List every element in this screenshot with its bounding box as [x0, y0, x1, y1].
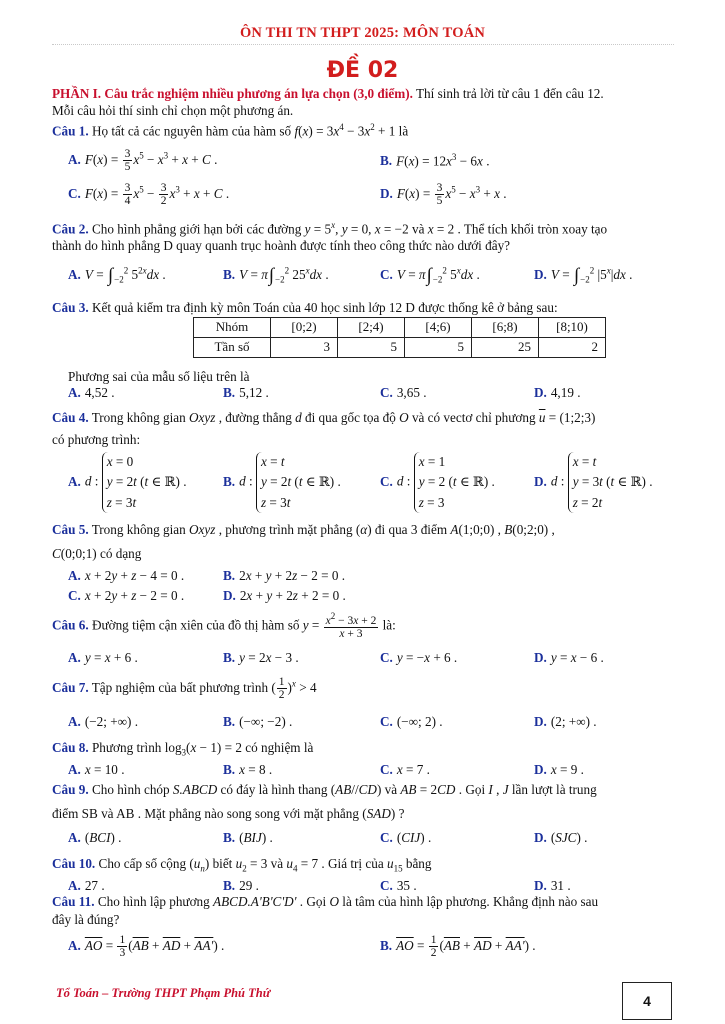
count-cell: 3 — [271, 338, 338, 358]
question-3 — [52, 300, 676, 317]
q2-option-b[interactable]: B. $V = \pi\int_{-2}^2$ 25$^x$dx . — [223, 265, 329, 286]
question-10: Câu 10. Cho cấp số cộng $(u_n)$ biết $u_2 = 3$ và $u_4 = 7$ . Giá trị của $u_{15}$ bằng — [52, 856, 432, 874]
q3-option-b[interactable]: B. 5,12 . — [223, 385, 269, 400]
q10-option-a[interactable]: A. 27 . — [68, 878, 105, 893]
frequency-table — [193, 317, 606, 358]
q4-text: Trong không gian — [88, 410, 186, 425]
count-cell: 5 — [338, 338, 405, 358]
question-2: Câu 2. Cho hình phẳng giới hạn bởi các đường $y = 5^x$, y = 0, x = −2 và x = 2 . Thể tích khối tròn xoay tạo — [52, 220, 608, 237]
q8-option-c[interactable]: C. x = 7 . — [380, 762, 430, 777]
q10-option-b[interactable]: B. 29 . — [223, 878, 259, 893]
q3-label: Câu 3. — [52, 300, 89, 315]
q6-option-a[interactable]: A. y = x + 6 . — [68, 650, 138, 665]
q2-line2: thành do hình phẳng D quay quanh trục hoành được tính theo công thức nào dưới đây? — [52, 238, 511, 253]
q10-option-d[interactable]: D. 31 . — [534, 878, 571, 893]
q1-label: Câu 1. — [52, 123, 89, 139]
q11-option-a[interactable]: A. $\overline{AO}$ = $\frac{1}{3}$ $(\overline{AB} + \overline{AD} + AA')$ . — [68, 934, 225, 960]
q8-text: Phương trình — [88, 740, 162, 755]
q5-option-d[interactable]: D. 2x + y + 2z + 2 = 0 . — [223, 588, 346, 603]
q9-option-b[interactable]: B. (BIJ) . — [223, 830, 273, 845]
q6-text: Đường tiệm cận xiên của đồ thị hàm số — [88, 617, 300, 633]
group-cell: [2;4) — [338, 318, 405, 338]
q4-option-b[interactable]: B. d : x = t y = 2t (t ∈ ℝ) . z = 3t — [223, 452, 341, 513]
table-count-header: Tần số — [194, 338, 271, 358]
q1-option-a[interactable]: A. F(x) = $\frac{3}{5}$ $x^5 - x^3 + x + C$ . — [68, 148, 218, 174]
q5-text: Trong không gian — [88, 522, 186, 537]
q1-option-c[interactable]: C. F(x) = $\frac{3}{4}$ $x^5$ − $\frac{3}{2}$ $x^3 + x + C$ . — [68, 182, 230, 208]
count-cell: 5 — [405, 338, 472, 358]
q5-option-b[interactable]: B. 2x + y + 2z − 2 = 0 . — [223, 568, 346, 583]
q4-option-a[interactable]: A. d : x = 0 y = 2t (t ∈ ℝ) . z = 3t — [68, 452, 187, 513]
q9-option-a[interactable]: A. (BCI) . — [68, 830, 122, 845]
q6-option-c[interactable]: C. y = −x + 6 . — [380, 650, 458, 665]
count-cell: 25 — [472, 338, 539, 358]
q7-option-d[interactable]: D. (2; +∞) . — [534, 714, 597, 729]
q7-text: Tập nghiệm của bất phương trình — [88, 679, 269, 695]
question-11: Câu 11. Cho hình lập phương ABCD.A'B'C'D' . Gọi O là tâm của hình lập phương. Khẳng định nào sau — [52, 894, 599, 909]
page-number: 4 — [622, 982, 672, 1020]
question-7: Câu 7. Tập nghiệm của bất phương trình ( $\frac{1}{2}$ )$^x$ > 4 — [52, 676, 317, 702]
question-1: Câu 1. Họ tất cả các nguyên hàm của hàm số $f(x) = 3x^4 - 3x^2 + 1$ là — [52, 122, 409, 139]
count-cell: 2 — [539, 338, 606, 358]
q8-label: Câu 8. — [52, 740, 89, 755]
q10-text: Cho cấp số cộng — [95, 856, 187, 871]
q1-text: Họ tất cả các nguyên hàm của hàm số — [88, 123, 292, 139]
part1-instructions — [52, 86, 676, 120]
q5-option-a[interactable]: A. x + 2y + z − 4 = 0 . — [68, 568, 185, 583]
q5-line2: C(0;0;1) có dạng — [52, 546, 142, 561]
q8-option-d[interactable]: D. x = 9 . — [534, 762, 584, 777]
q11-line2: đây là đúng? — [52, 912, 120, 927]
table-row — [194, 338, 606, 358]
part1-line2: Mỗi câu hỏi thí sinh chỉ chọn một phương án. — [52, 102, 294, 118]
group-cell: [8;10) — [539, 318, 606, 338]
q1-option-b[interactable]: B. $F(x) = 12x^3 - 6x$ . — [380, 152, 490, 169]
q5-label: Câu 5. — [52, 522, 89, 537]
q7-option-c[interactable]: C. (−∞; 2) . — [380, 714, 443, 729]
q3-question: Phương sai của mẫu số liệu trên là — [68, 369, 250, 384]
q4-option-c[interactable]: C. d : x = 1 y = 2 (t ∈ ℝ) . z = 3 — [380, 452, 495, 513]
q5-option-c[interactable]: C. x + 2y + z − 2 = 0 . — [68, 588, 185, 603]
q9-option-d[interactable]: D. (SJC) . — [534, 830, 588, 845]
question-6: Câu 6. Đường tiệm cận xiên của đồ thị hàm số y = $\frac{x^2 - 3x + 2}{x + 3}$ là: — [52, 611, 396, 640]
q8-option-a[interactable]: A. x = 10 . — [68, 762, 125, 777]
table-row-header: Nhóm — [194, 318, 271, 338]
q9-line2: điểm SB và AB . Mặt phẳng nào song song với mặt phẳng (SAD) ? — [52, 806, 405, 821]
q7-option-b[interactable]: B. (−∞; −2) . — [223, 714, 293, 729]
q2-option-d[interactable]: D. $V = \int_{-2}^2$ |5$^x$|dx . — [534, 265, 633, 286]
question-9: Câu 9. Cho hình chóp S.ABCD có đáy là hình thang (AB//CD) và AB = 2CD . Gọi I , J lần lượt là trung — [52, 782, 597, 797]
q9-label: Câu 9. — [52, 782, 89, 797]
q8-option-b[interactable]: B. x = 8 . — [223, 762, 273, 777]
header-divider — [52, 44, 674, 45]
footer-school: Tổ Toán – Trường THPT Phạm Phú Thứ — [56, 986, 271, 1000]
q2-option-a[interactable]: A. $V = \int_{-2}^2$ $5^{2x}dx$ . — [68, 265, 166, 286]
table-row — [194, 318, 606, 338]
q2-text: Cho hình phẳng giới hạn bởi các đường — [88, 221, 302, 237]
q3-text: Kết quả kiểm tra định kỳ môn Toán của 40 học sinh lớp 12 D được thống kê ở bảng sau: — [88, 300, 558, 315]
q7-option-a[interactable]: A. (−2; +∞) . — [68, 714, 139, 729]
q3-option-d[interactable]: D. 4,19 . — [534, 385, 581, 400]
q4-option-d[interactable]: D. d : x = t y = 3t (t ∈ ℝ) . z = 2t — [534, 452, 653, 513]
q10-label: Câu 10. — [52, 856, 96, 871]
q3-option-c[interactable]: C. 3,65 . — [380, 385, 427, 400]
q9-option-c[interactable]: C. (CIJ) . — [380, 830, 432, 845]
q6-option-b[interactable]: B. y = 2x − 3 . — [223, 650, 299, 665]
q7-label: Câu 7. — [52, 679, 89, 695]
q6-label: Câu 6. — [52, 617, 89, 633]
q10-option-c[interactable]: C. 35 . — [380, 878, 417, 893]
q2-label: Câu 2. — [52, 221, 89, 237]
part1-rest: Thí sinh trả lời từ câu 1 đến câu 12. — [412, 86, 604, 101]
q11-label: Câu 11. — [52, 894, 95, 909]
question-4: Câu 4. Trong không gian Oxyz , đường thẳng d đi qua gốc tọa độ O và có vectơ chỉ phương $\overline{u}$ = (1;2;3) — [52, 410, 596, 425]
q9-text: Cho hình chóp — [88, 782, 170, 797]
exam-title: ĐỀ 02 — [326, 58, 399, 83]
q11-option-b[interactable]: B. $\overline{AO}$ = $\frac{1}{2}$ $(\overline{AB} + \overline{AD} + AA')$ . — [380, 934, 536, 960]
group-cell: [4;6) — [405, 318, 472, 338]
q11-text: Cho hình lập phương — [94, 894, 210, 909]
q2-option-c[interactable]: C. $V = \pi\int_{-2}^2$ 5$^x$dx . — [380, 265, 480, 286]
group-cell: [6;8) — [472, 318, 539, 338]
group-cell: [0;2) — [271, 318, 338, 338]
q4-label: Câu 4. — [52, 410, 89, 425]
part1-heading: PHẦN I. Câu trắc nghiệm nhiều phương án lựa chọn (3,0 điểm). — [52, 86, 413, 101]
page-header: ÔN THI TN THPT 2025: MÔN TOÁN — [239, 25, 486, 41]
q3-option-a[interactable]: A. 4,52 . — [68, 385, 115, 400]
q4-line2: có phương trình: — [52, 432, 141, 447]
question-5: Câu 5. Trong không gian Oxyz , phương trình mặt phẳng (α) đi qua 3 điểm A(1;0;0) , B(0;2;0) , — [52, 522, 555, 537]
q1-option-d[interactable]: D. F(x) = $\frac{3}{5}$ $x^5 - x^3 + x$ . — [380, 182, 507, 208]
q6-option-d[interactable]: D. y = x − 6 . — [534, 650, 604, 665]
question-8: Câu 8. Phương trình $\log_3(x - 1) = 2$ có nghiệm là — [52, 740, 314, 758]
